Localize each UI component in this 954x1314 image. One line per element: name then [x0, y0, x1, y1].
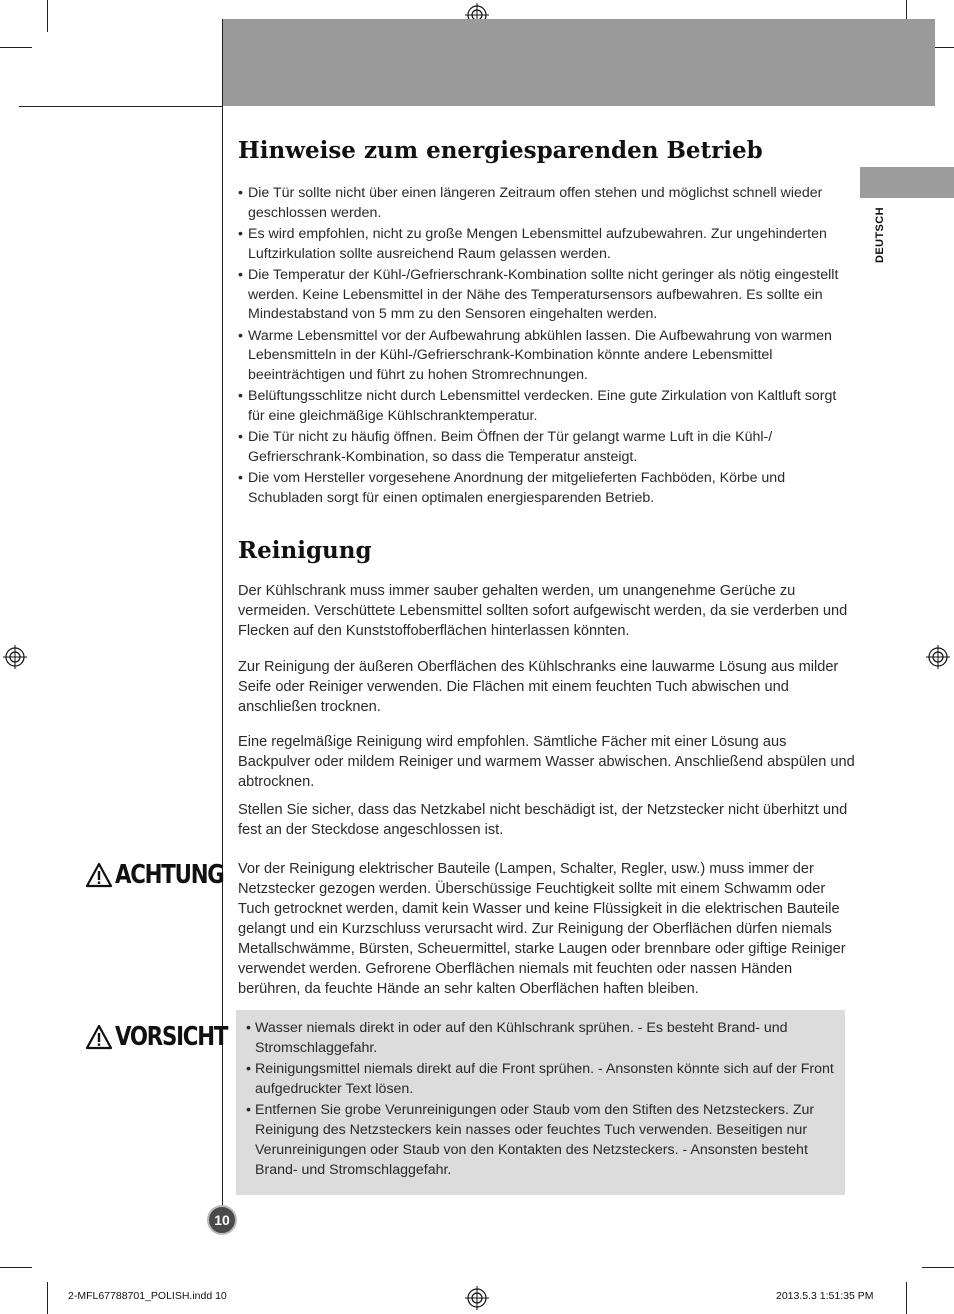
section-title-cleaning: Reinigung	[238, 537, 372, 564]
crop-mark	[0, 1267, 32, 1268]
achtung-paragraph: Vor der Reinigung elektrischer Bauteile (Lampen, Schalter, Regler, usw.) muss immer der Netzstecker gezogen werden. Überschüssige Feuchtigkeit sollte mit einem Schwamm oder Tuch getrocknet werden, damit kein Wasser und keine Flüssigkeit in die elektrischen Bauteile gelangt und ein Kurzschluss verursacht wird. Zur Reinigung der Oberflächen dürfen niemals Metallschwämme, Bürsten, Scheuermittel, starke Laugen oder brennbare oder giftige Reiniger verwendet werden. Gefrorene Oberflächen niemals mit feuchten oder nassen Händen berühren, da feuchte Hände an sehr kalten Oberflächen haften bleiben.	[238, 861, 846, 997]
crop-mark	[47, 1282, 48, 1314]
header-band	[222, 19, 935, 106]
page-number: 10	[207, 1205, 237, 1235]
warning-triangle-icon	[85, 862, 113, 888]
language-tab	[860, 167, 954, 198]
list-item: • Die Temperatur der Kühl-/Gefrierschrank-Kombination sollte nicht geringer als nötig eingestellt werden. Keine Lebensmittel in der Nähe des Temperatursensors aufbewahren. Es sollte ein Mindestabstand von 5 mm zu den Sensoren eingehalten werden.	[238, 266, 850, 325]
warning-triangle-icon	[85, 1024, 113, 1050]
list-item: • Reinigungsmittel niemals direkt auf die Front sprühen. - Ansonsten könnte sich auf der Front aufgedruckter Text lösen.	[246, 1059, 836, 1099]
achtung-warning	[85, 860, 247, 890]
vorsicht-label: VORSICHT	[115, 1022, 228, 1052]
vorsicht-warning	[85, 1022, 252, 1052]
crop-mark	[0, 47, 32, 48]
list-item: • Belüftungsschlitze nicht durch Lebensmittel verdecken. Eine gute Zirkulation von Kaltluft sorgt für eine gleichmäßige Kühlschranktemperatur.	[238, 387, 850, 426]
crop-mark	[906, 1282, 907, 1314]
cleaning-paragraph: Stellen Sie sicher, dass das Netzkabel nicht beschädigt ist, der Netzstecker nicht überhitzt und fest an der Steckdose angeschlossen ist.	[238, 802, 848, 838]
crop-mark	[922, 1267, 954, 1268]
cleaning-paragraph: Eine regelmäßige Reinigung wird empfohlen. Sämtliche Fächer mit einer Lösung aus Backpulver oder mildem Reiniger und warmem Wasser abwischen. Anschließend abspülen und abtrocknen.	[238, 734, 855, 790]
list-item: • Entfernen Sie grobe Verunreinigungen oder Staub vom den Stiften des Netzsteckers. Zur Reinigung des Netzsteckers kein nasses oder feuchtes Tuch verwenden. Beseitigen nur Verunreinigungen oder Staub von den Kontakten des Netzsteckers. - Ansonsten besteht Brand- und Stromschlaggefahr.	[246, 1100, 836, 1180]
list-item: • Die vom Hersteller vorgesehene Anordnung der mitgelieferten Fachböden, Körbe und Schubladen sorgt für einen optimalen energiesparenden Betrieb.	[238, 469, 850, 508]
list-item: • Warme Lebensmittel vor der Aufbewahrung abkühlen lassen. Die Aufbewahrung von warmen Lebensmitteln in der Kühl-/Gefrierschrank-Kombination könnte andere Lebensmittel beeinträchtigen und führt zu hohen Stromrechnungen.	[238, 327, 850, 386]
footer-file: 2-MFL67788701_POLISH.indd 10	[68, 1290, 227, 1302]
registration-mark-icon	[926, 645, 950, 669]
header-rule	[19, 106, 222, 107]
achtung-label: ACHTUNG	[115, 860, 224, 890]
cleaning-paragraph: Zur Reinigung der äußeren Oberflächen des Kühlschranks eine lauwarme Lösung aus milder Seife oder Reiniger verwenden. Die Flächen mit einem feuchten Tuch abwischen und anschließen trocknen.	[238, 659, 839, 715]
registration-mark-icon	[465, 1286, 489, 1310]
language-label: DEUTSCH	[874, 207, 886, 263]
energy-tips-list	[238, 184, 850, 510]
vorsicht-box	[236, 1010, 845, 1195]
list-item: • Die Tür nicht zu häufig öffnen. Beim Öffnen der Tür gelangt warme Luft in die Kühl-/ Gefrierschrank-Kombination, so dass die Temperatur ansteigt.	[238, 428, 850, 467]
vorsicht-list	[246, 1018, 836, 1181]
list-item: • Wasser niemals direkt in oder auf den Kühlschrank sprühen. - Es besteht Brand- und Stromschlaggefahr.	[246, 1018, 836, 1058]
registration-mark-icon	[3, 645, 27, 669]
cleaning-paragraph: Der Kühlschrank muss immer sauber gehalten werden, um unangenehme Gerüche zu vermeiden. Verschüttete Lebensmittel sollten sofort aufgewischt werden, da sie verderben und Flecken auf den Kunststoffoberflächen hinterlassen könnten.	[238, 583, 848, 639]
section-title-energy: Hinweise zum energiesparenden Betrieb	[238, 137, 763, 164]
footer-timestamp: 2013.5.3 1:51:35 PM	[776, 1290, 874, 1302]
crop-mark	[47, 0, 48, 32]
list-item: • Die Tür sollte nicht über einen längeren Zeitraum offen stehen und möglichst schnell wieder geschlossen werden.	[238, 184, 850, 223]
list-item: • Es wird empfohlen, nicht zu große Mengen Lebensmittel aufzubewahren. Zur ungehinderten Luftzirkulation sollte ausreichend Raum gelassen werden.	[238, 225, 850, 264]
